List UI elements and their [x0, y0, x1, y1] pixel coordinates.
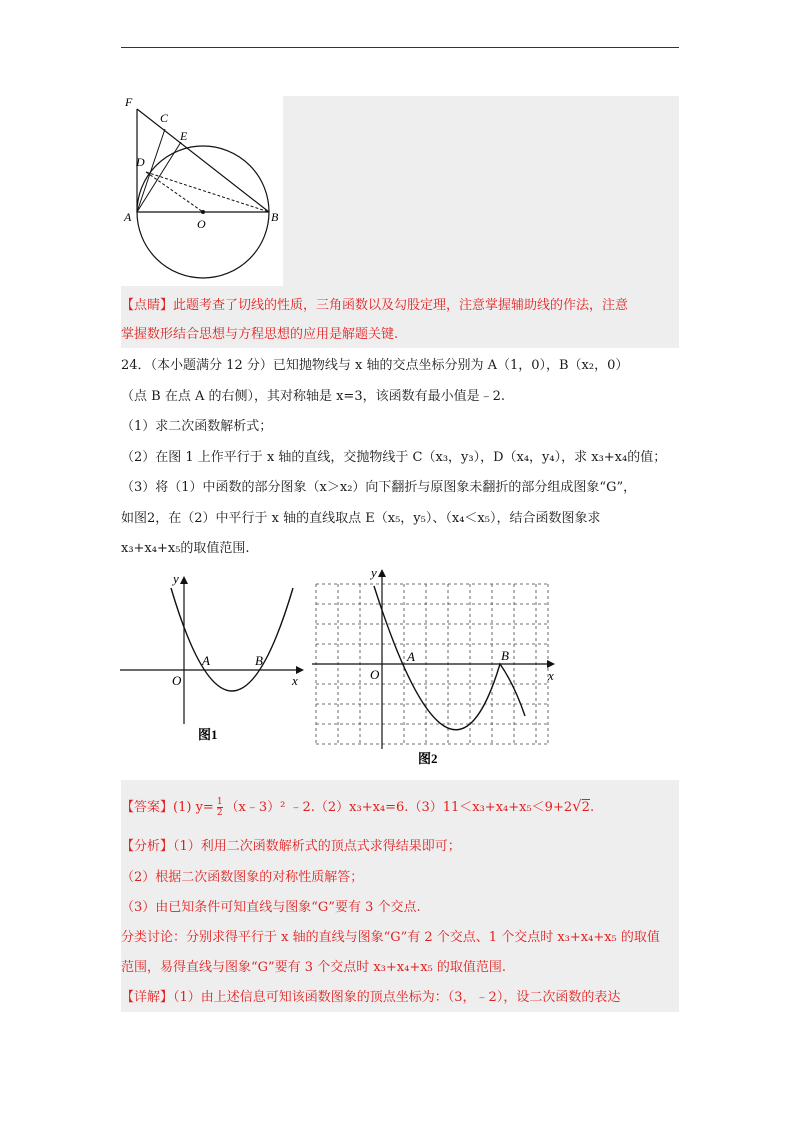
analysis-line-3: （3）由已知条件可知直线与图象“G”要有 3 个交点.: [121, 900, 421, 915]
fig2-y-arrow: [378, 569, 386, 577]
problem-line-6: 如图2，在（2）中平行于 x 轴的直线取点 E（x₅，y₅）、（x₄＜x₅），结合函数图象求: [121, 511, 601, 526]
analysis-line-4: 分类讨论：分别求得平行于 x 轴的直线与图象“G”有 2 个交点、1 个交点时 x₃+x₄+x₅ 的取值: [121, 930, 660, 945]
center-o: [201, 210, 205, 214]
sqrt-symbol: √: [572, 797, 582, 815]
label-d: D: [136, 155, 145, 169]
fig2-label-a: A: [407, 649, 415, 664]
dianjing-line-1: 【点睛】此题考查了切线的性质，三角函数以及勾股定理，注意掌握辅助线的作法，注意: [121, 298, 629, 313]
fig1-parabola-curve: [171, 588, 293, 691]
problem-line-1: 24．（本小题满分 12 分）已知抛物线与 x 轴的交点坐标分别为 A（1，0），B（x₂，0）: [121, 358, 629, 373]
header-rule: [121, 47, 679, 48]
fig1-caption: 图1: [198, 727, 218, 742]
fig2-label-x: x: [548, 668, 554, 683]
fig2-label-y: y: [371, 565, 377, 580]
fig2-caption: 图2: [418, 751, 438, 766]
analysis-line-5: 范围，易得直线与图象“G”要有 3 个交点时 x₃+x₄+x₅ 的取值范围.: [121, 960, 507, 975]
fig2-label-o: O: [370, 667, 380, 682]
label-e: E: [180, 129, 188, 143]
problem-line-2: （点 B 在点 A 的右侧），其对称轴是 x=3，该函数有最小值是﹣2.: [121, 389, 506, 404]
fig1-label-o: O: [172, 673, 182, 688]
fig1-label-a: A: [202, 653, 210, 668]
fig2-label-b: B: [501, 648, 509, 663]
answer-fraction: $\frac{1}{2}$: [216, 797, 223, 818]
label-c: C: [160, 111, 169, 125]
circle-tangent-figure: [121, 96, 283, 286]
problem-line-7: x₃+x₄+x₅的取值范围.: [121, 541, 250, 556]
fig1-label-y: y: [173, 571, 179, 586]
answer-line: 【答案】(1) y= $\frac{1}{2}$ （x﹣3）² ﹣2.（2）x₃+x₄=6.（3）11＜x₃+x₄+x₅＜9+2√2.: [121, 797, 595, 818]
analysis-line-1: 【分析】（1）利用二次函数解析式的顶点式求得结果即可；: [121, 839, 461, 854]
label-o: O: [197, 217, 206, 231]
problem-line-3: （1）求二次函数解析式；: [121, 419, 273, 434]
label-f: F: [125, 96, 133, 109]
fig1-label-b: B: [255, 653, 263, 668]
analysis-line-2: （2）根据二次函数图象的对称性质解答；: [121, 870, 364, 885]
fig2-x-arrow: [547, 660, 555, 668]
dianjing-line-2: 掌握数形结合思想与方程思想的应用是解题关键.: [121, 327, 399, 342]
fig1-y-arrow: [180, 576, 188, 584]
figure-2-graph-g: [310, 564, 560, 769]
problem-line-4: （2）在图 1 上作平行于 x 轴的直线，交抛物线于 C（x₃，y₃），D（x₄，y₄），求 x₃+x₄的值；: [121, 450, 667, 465]
detail-line-1: 【详解】（1）由上述信息可知该函数图象的顶点坐标为：（3，﹣2），设二次函数的表达: [121, 990, 621, 1005]
problem-line-5: （3）将（1）中函数的部分图象（x＞x₂）向下翻折与原图象未翻折的部分组成图象“G”，: [121, 480, 637, 495]
figure-1-parabola: [118, 566, 308, 756]
label-a: A: [124, 210, 132, 224]
label-b: B: [271, 210, 279, 224]
fig1-label-x: x: [292, 673, 298, 688]
